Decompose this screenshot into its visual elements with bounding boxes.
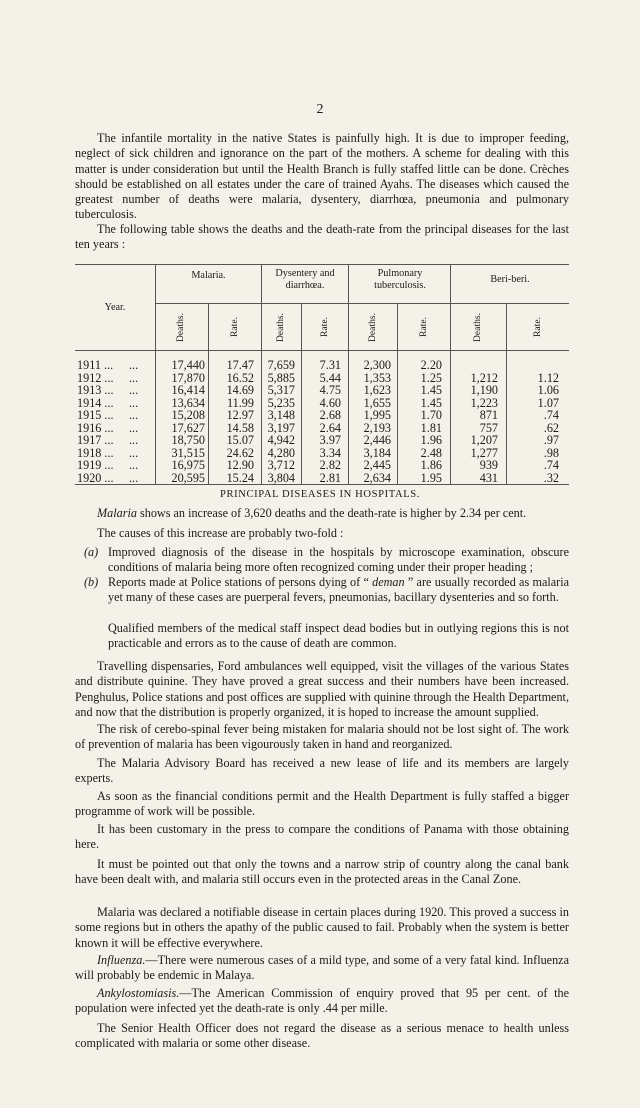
beri-r-cell: .32 [543,470,559,485]
tuberculosis-deaths-header: Deaths. [367,312,378,342]
dys-d-cell: 3,197 [267,420,295,435]
leader-dots: ... [129,458,139,473]
beriberi-header: Beri-beri. [490,274,530,285]
paragraph-senior-officer: The Senior Health Officer does not regard the disease as a serious menace to health unless complicated with malaria or some other disease. [75,1021,569,1051]
tub-r-cell: 1.86 [420,458,442,473]
cause-b-cont-text: Qualified members of the medical staff inspect dead bodies but in outlying regions this is not practicable and errors as to the cause of death are common. [108,621,569,651]
mal-r-cell: 14.69 [226,383,254,398]
cause-b-text [108,575,569,606]
tub-r-cell: 1.45 [420,395,442,410]
paragraph-financial: As soon as the financial conditions permit and the Health Department is fully staffed a bigger programme of work will be possible. [75,789,569,819]
malaria-header: Malaria. [191,270,226,281]
tub-d-cell: 2,446 [363,433,391,448]
page-number: 2 [316,102,324,117]
dys-d-cell: 5,317 [267,383,295,398]
cause-a-text: Improved diagnosis of the disease in the hospitals by microscope examination, obscure conditions of malaria being more often recognized coming under their proper heading ; [108,545,569,575]
year-cell: 1917 ... [77,433,114,448]
mal-r-cell: 15.24 [226,470,254,485]
dysentery-header: Dysentery and diarrhœa. [275,268,335,291]
paragraph-influenza [75,953,569,984]
dys-r-cell: 4.60 [319,395,341,410]
tub-d-cell: 2,445 [363,458,391,473]
dys-r-cell: 5.44 [319,370,341,385]
leader-dots: ... [129,433,139,448]
beri-r-cell: 1.12 [537,370,559,385]
intro-paragraph-1: The infantile mortality in the native States is painfully high. It is due to improper feeding, neglect of sick children and ignorance on the part of the mothers. A scheme for dealing with this matter is under consideration but until the Health Branch is fully staffed little can be done. Crèches should be established on all estates under the care of trained Ayahs. The diseases which caused the greatest number of deaths were malaria, dysentery, diarrhœa, pneumonia and pulmonary tuberculosis. [75,131,569,222]
tub-r-cell: 1.96 [420,433,442,448]
leader-dots: ... [129,358,139,372]
cause-a-label: (a) [84,545,99,559]
mal-d-cell: 17,627 [171,420,205,435]
paragraph-canal: It must be pointed out that only the towns and a narrow strip of country along the canal bank have been dealt with, and malaria still occurs even in the protected areas in the Canal Zone. [75,857,569,887]
beri-d-cell: 1,223 [470,395,498,410]
dys-r-cell: 2.64 [319,420,341,435]
mal-d-cell: 17,440 [171,358,205,372]
cause-b-post: ” are usually recorded as malaria yet many of these cases are puerperal fevers, pneumonias, bacillary dysenteries and so forth. [108,575,569,605]
malaria-lead: Malaria [97,506,137,520]
intro-paragraph-2: The following table shows the deaths and the death-rate from the principal diseases for the last ten years : [75,222,569,252]
leader-dots: ... [129,420,139,435]
beri-d-cell: 431 [479,470,498,485]
tub-d-cell: 2,634 [363,470,391,485]
tub-d-cell: 1,623 [363,383,391,398]
mal-d-cell: 17,870 [171,370,205,385]
mal-d-cell: 16,975 [171,458,205,473]
malaria-rate-header: Rate. [229,317,240,337]
paragraph-travelling: Travelling dispensaries, Ford ambulances well equipped, visit the villages of the various States and distribute quinine. They have proved a great success and their numbers have been increased. Penghulus, Police stations and post offices are supplied with quinine through the Health Department, and now that the distribution is properly organized, it is hoped to increase the amount supplied. [75,659,569,719]
tub-r-cell: 1.45 [420,383,442,398]
leader-dots: ... [129,408,139,423]
dysentery-rate-header: Rate. [319,317,330,337]
beri-d-cell: 1,212 [470,370,498,385]
paragraph-notifiable: Malaria was declared a notifiable disease in certain places during 1920. This proved a success in some regions but in others the apathy of the public caused to fail. Probably when the system is better known it will be effective everywhere. [75,905,569,950]
tub-d-cell: 3,184 [363,445,391,460]
beri-r-cell: .74 [543,408,559,423]
mal-d-cell: 13,634 [171,395,205,410]
mal-r-cell: 15.07 [226,433,254,448]
paragraph-ankylostomiasis [75,986,569,1017]
leader-dots: ... [129,370,139,385]
beri-d-cell: 939 [479,458,498,473]
malaria-paragraph [75,506,569,521]
mal-d-cell: 16,414 [171,383,205,398]
paragraph-cerebo: The risk of cerebo-spinal fever being mistaken for malaria should not be lost sight of. The work of prevention of malaria has been vigourously taken in hand and reorganized. [75,722,569,752]
dys-r-cell: 2.82 [319,458,341,473]
mal-r-cell: 12.90 [226,458,254,473]
cause-a [75,545,569,576]
dys-r-cell: 3.34 [319,445,341,460]
beri-r-cell: 1.06 [537,383,559,398]
beriberi-deaths-header: Deaths. [472,312,483,342]
cause-b-label: (b) [84,575,99,589]
year-cell: 1919 ... [77,458,114,473]
year-cell: 1918 ... [77,445,114,460]
beri-d-cell: 1,207 [470,433,498,448]
year-header: Year. [104,302,126,313]
ankylostomiasis-rest: —The American Commission of enquiry proved that 95 per cent. of the population were infected yet the death-rate is only .44 per mille. [75,986,569,1016]
tub-r-cell: 2.20 [420,358,442,372]
tub-r-cell: 1.95 [420,470,442,485]
dys-r-cell: 2.81 [319,470,341,485]
tub-r-cell: 1.81 [420,420,442,435]
year-cell: 1916 ... [77,420,114,435]
tuberculosis-rate-header: Rate. [418,317,429,337]
dys-d-cell: 7,659 [267,358,295,372]
tub-r-cell: 2.48 [420,445,442,460]
tub-r-cell: 1.25 [420,370,442,385]
mal-r-cell: 14.58 [226,420,254,435]
beri-r-cell: .62 [543,420,559,435]
beriberi-rate-header: Rate. [532,317,543,337]
dys-d-cell: 3,712 [267,458,295,473]
leader-dots: ... [129,383,139,398]
cause-b-italic: deman [372,575,405,589]
year-cell: 1920 ... [77,470,114,485]
beri-d-cell: 1,190 [470,383,498,398]
table-row [75,471,569,486]
mal-d-cell: 31,515 [171,445,205,460]
dys-d-cell: 5,235 [267,395,295,410]
tub-d-cell: 1,353 [363,370,391,385]
mal-d-cell: 15,208 [171,408,205,423]
leader-dots: ... [129,395,139,410]
influenza-rest: —There were numerous cases of a mild type, and some of a very fatal kind. Influenza will probably be endemic in Malaya. [75,953,569,983]
beri-r-cell: 1.07 [537,395,559,410]
year-cell: 1911 ... [77,358,114,372]
dys-r-cell: 4.75 [319,383,341,398]
paragraph-board: The Malaria Advisory Board has received a new lease of life and its members are largely experts. [75,756,569,786]
year-cell: 1915 ... [77,408,114,423]
tuberculosis-header: Pulmonary tuberculosis. [374,268,426,291]
mal-d-cell: 20,595 [171,470,205,485]
year-cell: 1913 ... [77,383,114,398]
beri-r-cell: .74 [543,458,559,473]
mal-r-cell: 12.97 [226,408,254,423]
beri-d-cell: 1,277 [470,445,498,460]
dysentery-deaths-header: Deaths. [275,312,286,342]
dys-d-cell: 3,804 [267,470,295,485]
cause-b-pre: Reports made at Police stations of persons dying of “ [108,575,373,589]
beri-d-cell: 757 [479,420,498,435]
dys-d-cell: 4,942 [267,433,295,448]
mortality-table [75,264,569,485]
mal-r-cell: 17.47 [226,358,254,372]
tub-d-cell: 2,300 [363,358,391,372]
influenza-lead: Influenza. [97,953,146,967]
dys-r-cell: 7.31 [319,358,341,372]
dys-d-cell: 3,148 [267,408,295,423]
malaria-rest: shows an increase of 3,620 deaths and the death-rate is higher by 2.34 per cent. [136,506,527,520]
year-cell: 1914 ... [77,395,114,410]
section-heading: PRINCIPAL DISEASES IN HOSPITALS. [219,489,421,500]
mal-d-cell: 18,750 [171,433,205,448]
year-cell: 1912 ... [77,370,114,385]
leader-dots: ... [129,470,139,485]
mal-r-cell: 11.99 [227,395,254,410]
cause-b [75,575,569,606]
dys-r-cell: 3.97 [319,433,341,448]
tub-d-cell: 1,655 [363,395,391,410]
cause-b-continued [75,621,569,652]
malaria-deaths-header: Deaths. [175,312,186,342]
dys-r-cell: 2.68 [319,408,341,423]
ankylostomiasis-lead: Ankylostomiasis. [97,986,180,1000]
leader-dots: ... [129,445,139,460]
beri-r-cell: .98 [543,445,559,460]
tub-r-cell: 1.70 [420,408,442,423]
beri-d-cell: 871 [479,408,498,423]
tub-d-cell: 2,193 [363,420,391,435]
causes-intro: The causes of this increase are probably two-fold : [97,526,344,540]
beri-r-cell: .97 [543,433,559,448]
mal-r-cell: 24.62 [226,445,254,460]
dys-d-cell: 4,280 [267,445,295,460]
tub-d-cell: 1,995 [363,408,391,423]
paragraph-panama: It has been customary in the press to compare the conditions of Panama with those obtaining here. [75,822,569,852]
dys-d-cell: 5,885 [267,370,295,385]
mal-r-cell: 16.52 [226,370,254,385]
